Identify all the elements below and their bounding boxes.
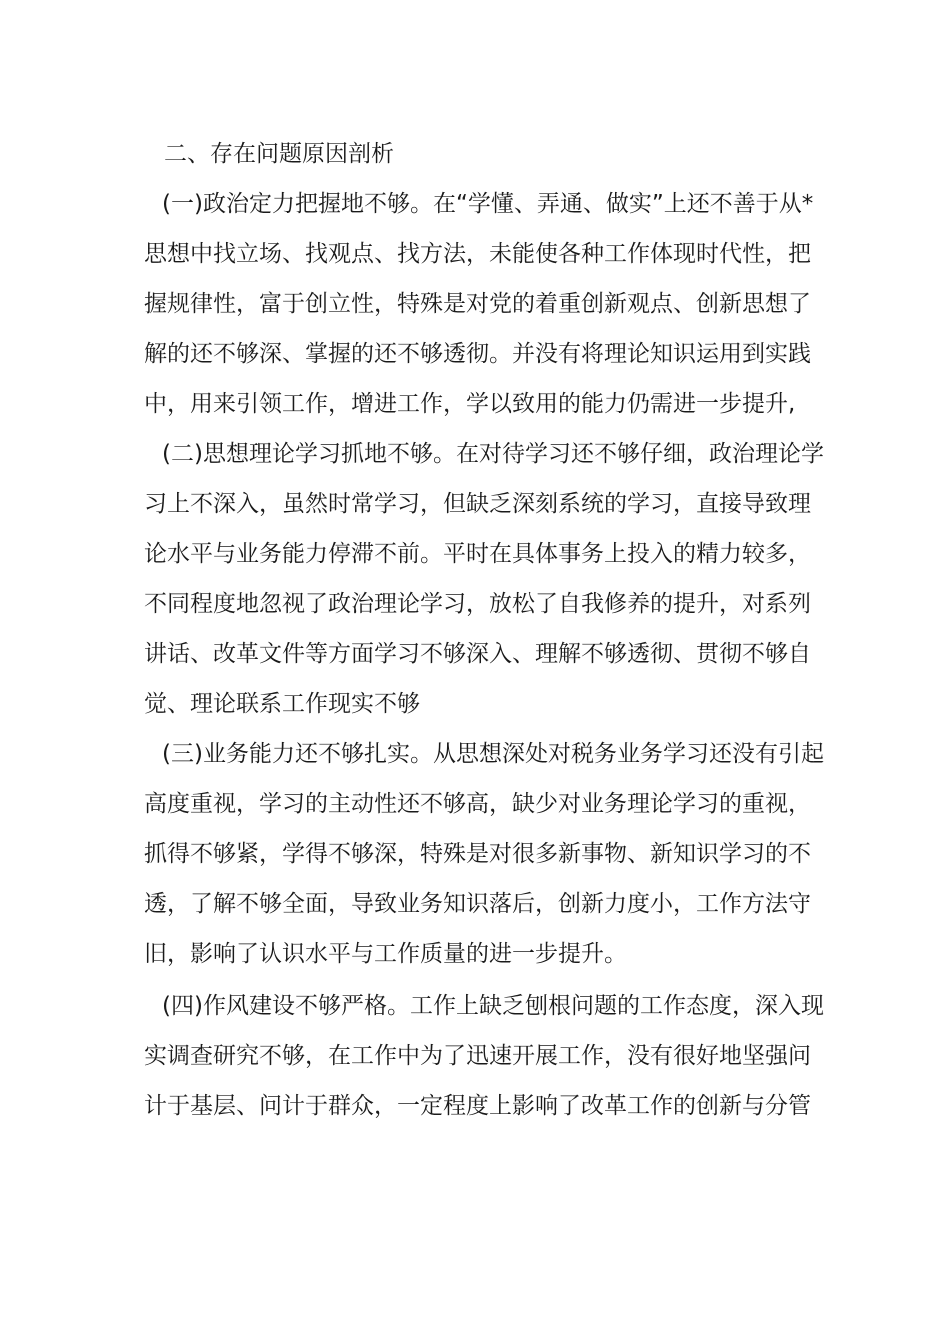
paragraph-line: (二)思想理论学习抓地不够。在对待学习还不够仔细，政治理论学: [162, 441, 824, 467]
paragraph-line: 论水平与业务能力停滞不前。平时在具体事务上投入的精力较多，: [144, 541, 811, 567]
paragraph-line: 抓得不够紧，学得不够深，特殊是对很多新事物、新知识学习的不: [144, 841, 811, 867]
paragraph-line: 习上不深入，虽然时常学习，但缺乏深刻系统的学习，直接导致理: [144, 491, 811, 517]
paragraph-line: 解的还不够深、掌握的还不够透彻。并没有将理论知识运用到实践: [144, 341, 811, 367]
paragraph-line: 中，用来引领工作，增进工作，学以致用的能力仍需进一步提升,: [144, 391, 796, 417]
paragraph-line: (三)业务能力还不够扎实。从思想深处对税务业务学习还没有引起: [162, 741, 824, 767]
paragraph-line: 握规律性，富于创立性，特殊是对党的着重创新观点、创新思想了: [144, 291, 811, 317]
paragraph-line: 思想中找立场、找观点、找方法，未能使各种工作体现时代性，把: [144, 241, 811, 267]
paragraph-line: (一)政治定力把握地不够。在“学懂、弄通、做实”上还不善于从*: [162, 191, 814, 217]
paragraph-line: 不同程度地忽视了政治理论学习，放松了自我修养的提升，对系列: [144, 591, 811, 617]
paragraph-line: 计于基层、问计于群众，一定程度上影响了改革工作的创新与分管: [144, 1093, 811, 1119]
paragraph-line: 实调查研究不够，在工作中为了迅速开展工作，没有很好地坚强问: [144, 1043, 811, 1069]
paragraph-line: (四)作风建设不够严格。工作上缺乏刨根问题的工作态度，深入现: [162, 993, 824, 1019]
paragraph-line: 透，了解不够全面，导致业务知识落后，创新力度小，工作方法守: [144, 891, 811, 917]
paragraph-line: 旧，影响了认识水平与工作质量的进一步提升。: [144, 941, 627, 967]
paragraph-line: 高度重视，学习的主动性还不够高，缺少对业务理论学习的重视，: [144, 791, 811, 817]
paragraph-line: 觉、理论联系工作现实不够: [144, 691, 420, 717]
paragraph-line: 讲话、改革文件等方面学习不够深入、理解不够透彻、贯彻不够自: [144, 641, 811, 667]
section-heading: 二、存在问题原因剖析: [164, 141, 394, 167]
